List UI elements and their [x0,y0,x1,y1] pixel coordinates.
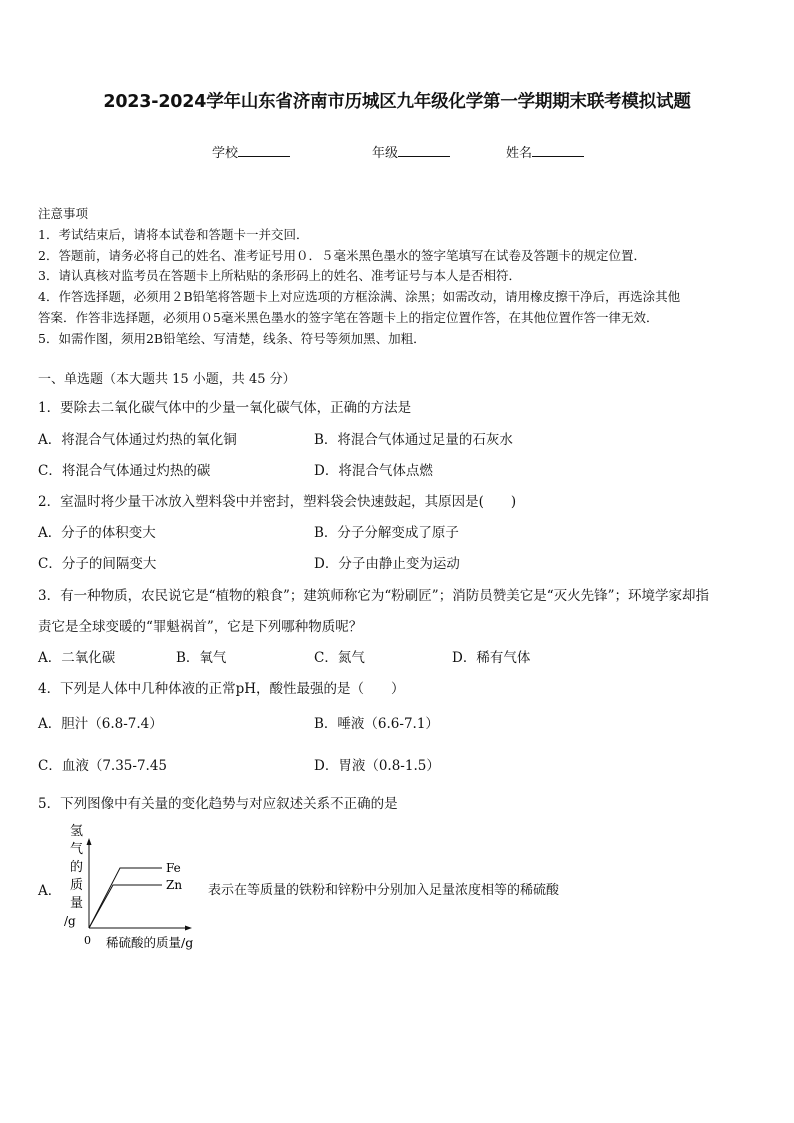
name-field[interactable] [506,142,584,161]
graph-x-arrow [185,926,192,931]
graph-y-arrow [87,838,92,845]
page-title: 2023-2024学年山东省济南市历城区九年级化学第一学期期末联考模拟试题 [103,92,691,112]
note-item: 答案．作答非选择题，必须用０5毫米黑色墨水的签字笔在答题卡上的指定位置作答，在其他位置作答一律无效． [38,310,659,325]
question-2-stem: 2．室温时将少量干冰放入塑料袋中并密封，塑料袋会快速鼓起，其原因是( ) [38,494,517,510]
note-item: 2．答题前，请务必将自己的姓名、准考证号用０．５毫米黑色墨水的签字笔填写在试卷及答题卡的规定位置． [38,248,646,263]
graph-label-zn: Zn [166,878,183,892]
question-3-stem-line2: 责它是全球变暖的“罪魁祸首”，它是下列哪种物质呢？ [38,619,363,635]
name-label: 姓名 [506,146,533,161]
graph-label-fe: Fe [166,861,181,875]
name-blank[interactable] [532,144,584,157]
q2-option-d[interactable]: D．分子由静止变为运动 [314,556,460,572]
school-blank[interactable] [238,144,290,157]
q3-option-a[interactable]: A．二氧化碳 [38,650,116,666]
q4-option-d[interactable]: D．胃液（0.8-1.5） [314,758,440,774]
q2-option-a[interactable]: A．分子的体积变大 [38,525,156,541]
q4-option-b[interactable]: B．唾液（6.6-7.1） [314,716,439,732]
notes-heading: 注意事项 [38,206,89,221]
q5-option-a-text: 表示在等质量的铁粉和锌粉中分别加入足量浓度相等的稀硫酸 [208,883,560,898]
q2-option-c[interactable]: C．分子的间隔变大 [38,556,157,572]
section-heading: 一、单选题（本大题共 15 小题，共 45 分） [38,372,296,387]
grade-field[interactable] [372,142,450,161]
q4-option-a[interactable]: A．胆汁（6.8-7.4） [38,716,163,732]
school-label: 学校 [212,146,239,161]
question-4-stem: 4．下列是人体中几种体液的正常pH，酸性最强的是（ ） [38,681,405,697]
graph-line-fe [89,868,162,928]
q3-option-b[interactable]: B．氧气 [176,650,227,666]
note-item: 4．作答选择题，必须用２B铅笔将答题卡上对应选项的方框涂满、涂黑；如需改动，请用橡皮擦干净后，再选涂其他 [38,289,681,304]
grade-blank[interactable] [398,144,450,157]
q3-option-d[interactable]: D．稀有气体 [452,650,531,666]
q1-option-c[interactable]: C．将混合气体通过灼热的碳 [38,463,211,479]
graph-ylabel-char: 气 [70,842,84,857]
note-item: 1．考试结束后，请将本试卷和答题卡一并交回． [38,227,309,242]
graph-ylabel-char: 氢 [70,824,84,839]
graph-ylabel-char: 量 [70,896,84,911]
q1-option-d[interactable]: D．将混合气体点燃 [314,463,433,479]
graph-xlabel: 稀硫酸的质量/g [106,935,194,950]
note-item: 3．请认真核对监考员在答题卡上所粘贴的条形码上的姓名、准考证号与本人是否相符． [38,268,521,283]
question-5-stem: 5．下列图像中有关量的变化趋势与对应叙述关系不正确的是 [38,796,398,812]
q3-option-c[interactable]: C．氮气 [314,650,365,666]
question-3-stem-line1: 3．有一种物质，农民说它是“植物的粮食”；建筑师称它为“粉刷匠”；消防员赞美它是“灭火先锋”；环境学家却指 [38,588,709,604]
graph-ylabel-char: 质 [70,878,84,893]
graph-origin: 0 [84,934,91,947]
q4-option-c[interactable]: C．血液（7.35-7.45 [38,758,168,774]
question-1-stem: 1．要除去二氧化碳气体中的少量一氧化碳气体，正确的方法是 [38,400,412,416]
note-item: 5．如需作图，须用2B铅笔绘、写清楚，线条、符号等须加黑、加粗． [38,331,426,346]
q1-option-a[interactable]: A．将混合气体通过灼热的氧化铜 [38,432,237,448]
q2-option-b[interactable]: B．分子分解变成了原子 [314,525,459,541]
school-field[interactable] [212,142,290,161]
graph-ylabel-char: /g [64,914,76,928]
q5-option-a-graph [58,820,218,955]
graph-ylabel-char: 的 [70,860,84,875]
q1-option-b[interactable]: B．将混合气体通过足量的石灰水 [314,432,513,448]
grade-label: 年级 [372,146,399,161]
q5-option-a-label[interactable]: A． [38,883,62,899]
